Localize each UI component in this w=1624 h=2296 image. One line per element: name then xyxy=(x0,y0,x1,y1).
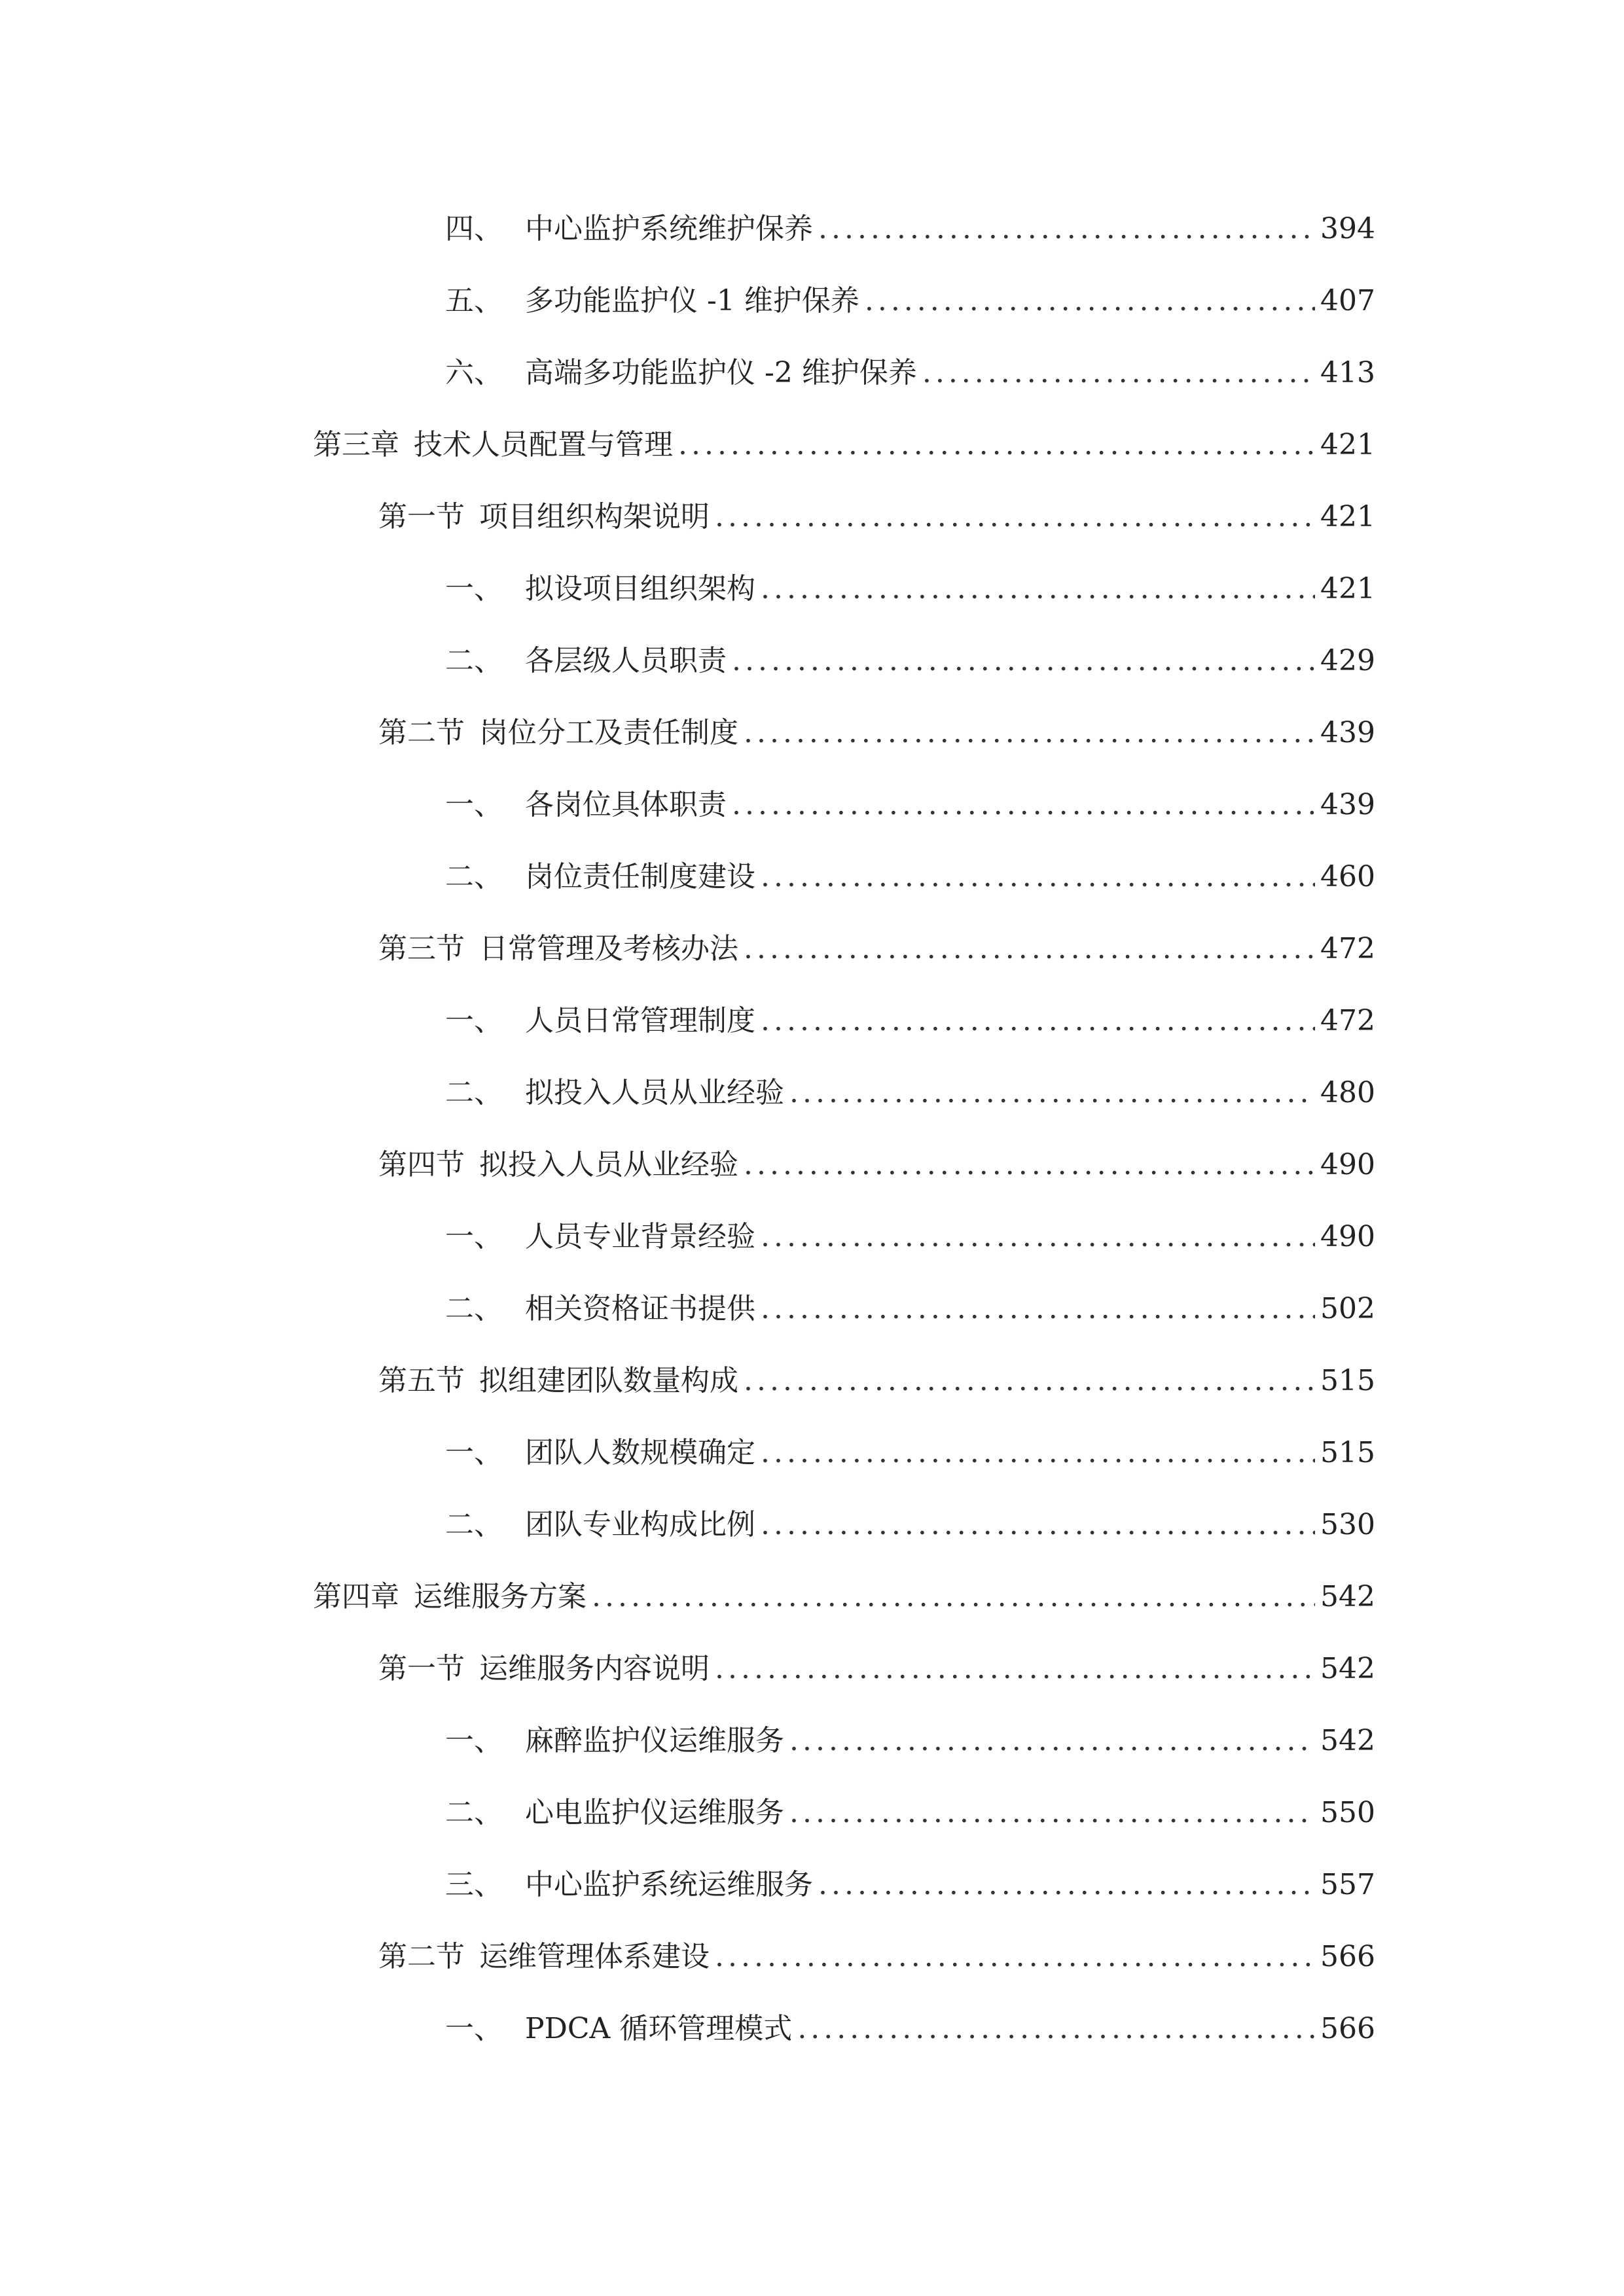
toc-entry-title: 中心监护系统运维服务 xyxy=(525,1868,813,1901)
toc-entry-page: 421 xyxy=(1320,500,1375,533)
toc-entry-title: 相关资格证书提供 xyxy=(525,1292,755,1325)
toc-entry[interactable] xyxy=(445,278,1375,324)
toc-entry-marker: 第一节 xyxy=(378,500,465,533)
toc-entry[interactable] xyxy=(445,1286,1375,1332)
toc-chapter-entry[interactable] xyxy=(313,422,1375,468)
toc-leader-dots xyxy=(761,1502,1315,1548)
toc-entry-marker: 一、 xyxy=(445,1220,503,1253)
toc-entry[interactable] xyxy=(445,1718,1375,1764)
toc-leader-dots xyxy=(744,926,1315,972)
toc-entry[interactable] xyxy=(445,638,1375,684)
toc-entry-page: 407 xyxy=(1320,284,1375,317)
toc-entry-title: 运维管理体系建设 xyxy=(479,1940,710,1973)
toc-entry-title: 运维服务方案 xyxy=(414,1580,586,1613)
toc-section-entry[interactable] xyxy=(378,1358,1375,1404)
toc-entry[interactable] xyxy=(445,1070,1375,1116)
toc-entry-title: 心电监护仪运维服务 xyxy=(525,1796,784,1829)
toc-leader-dots xyxy=(789,1070,1315,1116)
toc-entry[interactable] xyxy=(445,1430,1375,1476)
toc-leader-dots xyxy=(818,1862,1315,1908)
toc-entry-page: 429 xyxy=(1320,644,1375,677)
toc-leader-dots xyxy=(732,638,1315,684)
toc-entry-page: 502 xyxy=(1320,1292,1375,1325)
toc-entry-page: 394 xyxy=(1320,212,1375,245)
toc-leader-dots xyxy=(744,1358,1315,1404)
toc-entry-page: 421 xyxy=(1320,572,1375,605)
toc-entry-title: 多功能监护仪 -1 维护保养 xyxy=(525,284,859,317)
toc-entry-title: 岗位分工及责任制度 xyxy=(479,716,738,749)
toc-entry-title: 各岗位具体职责 xyxy=(525,788,727,821)
toc-entry-page: 542 xyxy=(1320,1580,1375,1613)
toc-entry-marker: 第三章 xyxy=(313,428,399,461)
toc-section-entry[interactable] xyxy=(378,494,1375,540)
toc-entry-page: 413 xyxy=(1320,356,1375,389)
toc-leader-dots xyxy=(715,1646,1315,1692)
toc-leader-dots xyxy=(761,1286,1315,1332)
toc-entry-marker: 五、 xyxy=(445,284,503,317)
toc-entry[interactable] xyxy=(445,782,1375,828)
toc-entry-marker: 第三节 xyxy=(378,932,465,965)
toc-entry-title: 团队人数规模确定 xyxy=(525,1436,755,1469)
toc-entry[interactable] xyxy=(445,350,1375,396)
toc-entry-page: 490 xyxy=(1320,1220,1375,1253)
toc-leader-dots xyxy=(865,278,1315,324)
toc-entry-page: 530 xyxy=(1320,1508,1375,1541)
toc-entry-marker: 二、 xyxy=(445,644,503,677)
toc-entry-title: 运维服务内容说明 xyxy=(479,1652,710,1685)
toc-entry-page: 439 xyxy=(1320,788,1375,821)
toc-entry[interactable] xyxy=(445,2006,1375,2052)
toc-entry-title: 技术人员配置与管理 xyxy=(414,428,673,461)
toc-entry[interactable] xyxy=(445,206,1375,252)
toc-entry-marker: 一、 xyxy=(445,572,503,605)
toc-entry-title: 拟组建团队数量构成 xyxy=(479,1364,738,1397)
toc-entry-marker: 第二节 xyxy=(378,716,465,749)
toc-entry-title: 岗位责任制度建设 xyxy=(525,860,755,893)
toc-entry-marker: 二、 xyxy=(445,860,503,893)
toc-entry-marker: 二、 xyxy=(445,1076,503,1109)
toc-leader-dots xyxy=(761,1430,1315,1476)
toc-entry-title: 拟设项目组织架构 xyxy=(525,572,755,605)
toc-leader-dots xyxy=(818,206,1315,252)
toc-entry-marker: 六、 xyxy=(445,356,503,389)
toc-entry[interactable] xyxy=(445,1790,1375,1836)
toc-entry-page: 566 xyxy=(1320,2012,1375,2045)
toc-entry-page: 515 xyxy=(1320,1364,1375,1397)
toc-entry-page: 480 xyxy=(1320,1076,1375,1109)
toc-entry-page: 490 xyxy=(1320,1148,1375,1181)
toc-entry[interactable] xyxy=(445,998,1375,1044)
toc-entry-page: 566 xyxy=(1320,1940,1375,1973)
toc-entry-marker: 一、 xyxy=(445,788,503,821)
toc-entry[interactable] xyxy=(445,566,1375,612)
toc-entry-title: 各层级人员职责 xyxy=(525,644,727,677)
toc-entry-page: 557 xyxy=(1320,1868,1375,1901)
toc-section-entry[interactable] xyxy=(378,1142,1375,1188)
toc-entry-title: 麻醉监护仪运维服务 xyxy=(525,1724,784,1757)
toc-entry-title: 拟投入人员从业经验 xyxy=(479,1148,738,1181)
toc-leader-dots xyxy=(715,494,1315,540)
toc-entry-page: 542 xyxy=(1320,1652,1375,1685)
toc-entry-title: 人员专业背景经验 xyxy=(525,1220,755,1253)
toc-entry-marker: 第四节 xyxy=(378,1148,465,1181)
toc-leader-dots xyxy=(761,998,1315,1044)
toc-leader-dots xyxy=(744,1142,1315,1188)
toc-entry-page: 421 xyxy=(1320,428,1375,461)
toc-entry-marker: 第二节 xyxy=(378,1940,465,1973)
toc-entry-title: 拟投入人员从业经验 xyxy=(525,1076,784,1109)
toc-entry-title: 团队专业构成比例 xyxy=(525,1508,755,1541)
toc-entry-marker: 一、 xyxy=(445,1004,503,1037)
toc-leader-dots xyxy=(761,566,1315,612)
toc-chapter-entry[interactable] xyxy=(313,1574,1375,1620)
toc-entry[interactable] xyxy=(445,854,1375,900)
toc-leader-dots xyxy=(922,350,1315,396)
toc-leader-dots xyxy=(789,1790,1315,1836)
toc-entry-marker: 二、 xyxy=(445,1796,503,1829)
toc-leader-dots xyxy=(797,2006,1315,2052)
toc-section-entry[interactable] xyxy=(378,1646,1375,1692)
toc-section-entry[interactable] xyxy=(378,710,1375,756)
toc-entry-marker: 一、 xyxy=(445,1436,503,1469)
toc-section-entry[interactable] xyxy=(378,926,1375,972)
toc-entry-title: 日常管理及考核办法 xyxy=(479,932,738,965)
toc-leader-dots xyxy=(761,1214,1315,1260)
toc-entry-title: 项目组织构架说明 xyxy=(479,500,710,533)
toc-entry-title: 人员日常管理制度 xyxy=(525,1004,755,1037)
toc-entry-marker: 三、 xyxy=(445,1868,503,1901)
toc-entry-marker: 第四章 xyxy=(313,1580,399,1613)
toc-entry-page: 460 xyxy=(1320,860,1375,893)
toc-entry-page: 542 xyxy=(1320,1724,1375,1757)
toc-entry-title: 高端多功能监护仪 -2 维护保养 xyxy=(525,356,917,389)
toc-leader-dots xyxy=(715,1934,1315,1980)
toc-entry-marker: 第一节 xyxy=(378,1652,465,1685)
toc-leader-dots xyxy=(789,1718,1315,1764)
toc-entry-marker: 第五节 xyxy=(378,1364,465,1397)
toc-entry-page: 472 xyxy=(1320,932,1375,965)
toc-entry[interactable] xyxy=(445,1214,1375,1260)
toc-section-entry[interactable] xyxy=(378,1934,1375,1980)
toc-leader-dots xyxy=(744,710,1315,756)
toc-leader-dots xyxy=(761,854,1315,900)
toc-entry-marker: 二、 xyxy=(445,1292,503,1325)
toc-entry-marker: 一、 xyxy=(445,1724,503,1757)
toc-entry-title: 中心监护系统维护保养 xyxy=(525,212,813,245)
toc-entry[interactable] xyxy=(445,1502,1375,1548)
toc-entry-page: 515 xyxy=(1320,1436,1375,1469)
toc-entry-page: 472 xyxy=(1320,1004,1375,1037)
toc-leader-dots xyxy=(592,1574,1315,1620)
toc-entry-title: PDCA 循环管理模式 xyxy=(525,2012,793,2045)
toc-entry-marker: 二、 xyxy=(445,1508,503,1541)
toc-entry-marker: 四、 xyxy=(445,212,503,245)
toc-entry-page: 550 xyxy=(1320,1796,1375,1829)
toc-entry-page: 439 xyxy=(1320,716,1375,749)
toc-entry-marker: 一、 xyxy=(445,2012,503,2045)
toc-entry[interactable] xyxy=(445,1862,1375,1908)
toc-leader-dots xyxy=(678,422,1315,468)
toc-leader-dots xyxy=(732,782,1315,828)
